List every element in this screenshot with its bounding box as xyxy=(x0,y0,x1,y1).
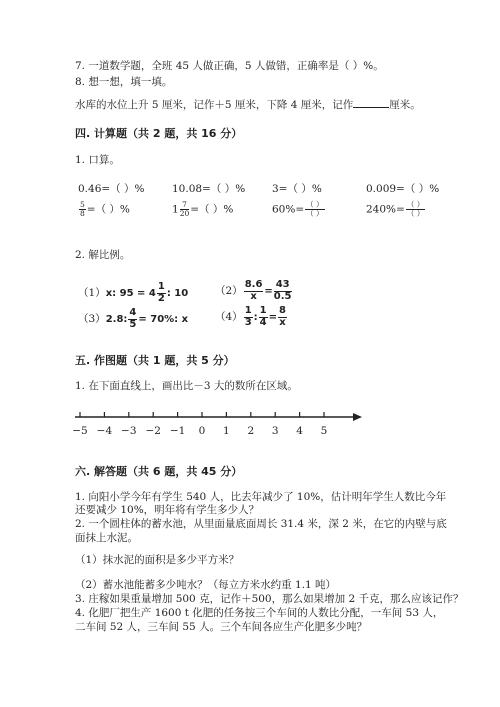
number-line-label: 3 xyxy=(271,425,279,437)
question-4-line1: 4. 化肥厂把生产 1600 t 化肥的任务按三个车间的人数比分配，一车间 53 人， xyxy=(75,607,444,619)
calc-item: 0.46=（ ）% xyxy=(78,183,145,195)
number-line xyxy=(70,405,370,439)
question-7: 7. 一道数学题，全班 45 人做正确，5 人做错，正确率是（ ）%。 xyxy=(75,60,384,72)
calc-item: 240%= $\frac{( )}{( )}$ xyxy=(366,200,425,218)
calc-item: 1 $\frac{7}{20}$ =（ ）% xyxy=(172,200,234,218)
calc-item: 0.009=（ ）% xyxy=(366,183,440,195)
question-2-sub1: （1）抹水泥的面积是多少平方米？ xyxy=(75,554,240,566)
number-line-label: −1 xyxy=(169,425,186,437)
number-line-label: 5 xyxy=(320,425,328,437)
proportion-4: （4） $\frac{1}{3}$ : $\frac{1}{4}$ = $\frac{8}{x}$ xyxy=(215,305,286,328)
section-4-title: 四. 计算题（共 2 题，共 16 分） xyxy=(75,127,243,140)
reservoir-text: 水库的水位上升 5 厘米，记作＋5 厘米，下降 4 厘米，记作 xyxy=(75,99,354,111)
fraction: $\frac{1}{3}$ xyxy=(244,305,252,328)
question-1-line2: 还要减少 10%，明年将有学生多少人？ xyxy=(75,504,260,516)
calc-item: 60%= $\frac{( )}{( )}$ xyxy=(272,200,324,218)
fraction: $\frac{( )}{( )}$ xyxy=(306,200,324,218)
question-2-line1: 2. 一个圆柱体的蓄水池，从里面量底面周长 31.4 米，深 2 米，在它的内壁与底 xyxy=(75,518,447,530)
oral-calc-heading: 1. 口算。 xyxy=(75,154,120,166)
number-line-label: 0 xyxy=(198,425,206,437)
arrow-icon xyxy=(353,413,362,421)
fraction: $\frac{4}{5}$ xyxy=(129,307,137,330)
proportion-3: （3）2.8: $\frac{4}{5}$ = 70%: x xyxy=(78,307,189,330)
drawing-question: 1. 在下面直线上，画出比－3 大的数所在区域。 xyxy=(75,380,298,392)
number-line-label: 4 xyxy=(296,425,303,437)
number-line-label: −5 xyxy=(72,425,88,437)
section-5-title: 五. 作图题（共 1 题，共 5 分） xyxy=(75,354,235,367)
number-line-label: 1 xyxy=(223,425,230,437)
fraction: $\frac{8.6}{x}$ xyxy=(244,279,263,302)
fraction: $\frac{( )}{( )}$ xyxy=(406,200,425,218)
reservoir-question xyxy=(75,97,421,112)
answer-blank xyxy=(353,98,389,108)
question-3: 3. 庄稼如果重量增加 500 克，记作＋500，那么如果增加 2 千克，那么应该记作？ xyxy=(75,593,464,605)
fraction: $\frac{7}{20}$ xyxy=(179,200,190,218)
fraction: $\frac{1}{2}$ xyxy=(157,281,165,304)
question-2-line2: 面抹上水泥。 xyxy=(75,532,138,544)
fraction: $\frac{1}{4}$ xyxy=(259,305,267,328)
question-1-line1: 1. 向阳小学今年有学生 540 人，比去年减少了 10%，估计明年学生人数比今年 xyxy=(75,491,447,503)
proportion-2: （2） $\frac{8.6}{x}$ = $\frac{43}{0.5}$ xyxy=(215,279,292,302)
number-line-label: 2 xyxy=(247,425,255,437)
reservoir-unit: 厘米。 xyxy=(389,99,421,111)
section-6-title: 六. 解答题（共 6 题，共 45 分） xyxy=(75,465,243,478)
calc-item: $\frac{5}{8}$ =（ ）% xyxy=(80,200,130,218)
fraction: $\frac{5}{8}$ xyxy=(80,200,85,218)
number-line-label: −4 xyxy=(96,425,113,437)
question-2-sub2: （2）蓄水池能蓄多少吨水？（每立方米水约重 1.1 吨） xyxy=(75,579,337,591)
calc-item: 3=（ ）% xyxy=(272,183,322,195)
proportion-heading: 2. 解比例。 xyxy=(75,249,131,261)
question-4-line2: 二车间 52 人，三车间 55 人。三个车间各应生产化肥多少吨？ xyxy=(75,621,368,633)
number-line-label: −3 xyxy=(121,425,137,437)
proportion-1: （1）x: 95 = 4 $\frac{1}{2}$ : 10 xyxy=(78,281,189,304)
question-8: 8. 想一想，填一填。 xyxy=(75,76,173,88)
calc-item: 10.08=（ ）% xyxy=(172,183,246,195)
fraction: $\frac{43}{0.5}$ xyxy=(273,279,292,302)
number-line-label: −2 xyxy=(145,425,161,437)
fraction: $\frac{8}{x}$ xyxy=(279,305,286,328)
